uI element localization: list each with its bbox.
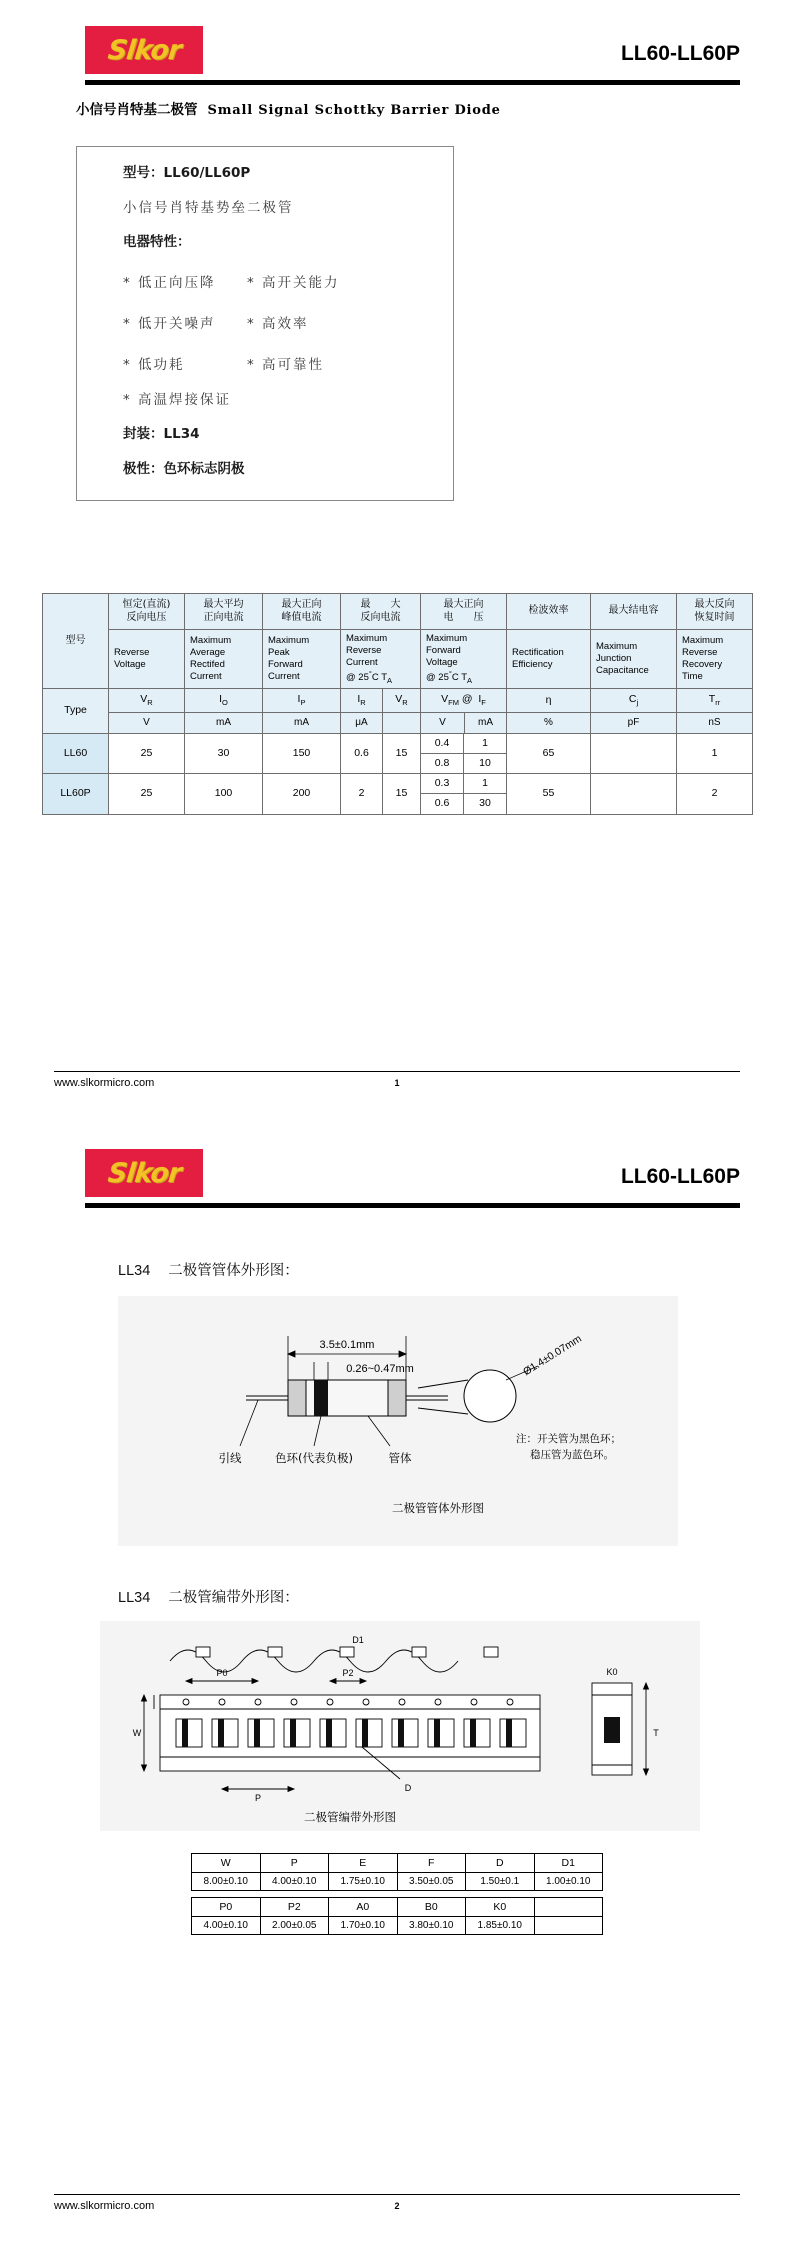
dim-value: 1.75±0.10: [329, 1873, 398, 1891]
cell-cj: [591, 774, 677, 814]
tape-label-p2: P2: [342, 1668, 354, 1678]
footer-url: www.slkormicro.com: [54, 2200, 155, 2212]
cell-ip: 200: [263, 774, 341, 814]
package-code: LL34: [118, 1590, 151, 1606]
dim-band-label: 0.26~0.47mm: [346, 1363, 414, 1375]
specification-table-wrapper: [42, 593, 752, 815]
cell-type: LL60P: [43, 774, 109, 814]
cell-vfm-v: 0.8: [421, 754, 464, 774]
dim-header: D1: [534, 1854, 603, 1873]
tape-drawing-caption: 二极管编带外形图: [304, 1810, 396, 1824]
footer-url: www.slkormicro.com: [54, 1077, 155, 1089]
tape-drawing-svg: [100, 1621, 700, 1831]
th-junction-cap-en: Maximum Junction Capacitance: [591, 630, 677, 689]
dim-value: 1.85±0.10: [466, 1917, 535, 1935]
sym-ip: $I_P$: [263, 689, 341, 712]
cell-vr: 25: [109, 734, 185, 774]
tape-label-t: T: [653, 1728, 659, 1738]
unit-vfm-i: mA: [465, 712, 507, 734]
page-title: LL60-LL60P: [620, 42, 740, 65]
page-footer: [54, 1071, 740, 1089]
th-rect-efficiency-cn: 检波效率: [507, 594, 591, 630]
feature-box: [76, 146, 454, 501]
dim-value-blank: [534, 1917, 603, 1935]
page-header: [0, 0, 794, 78]
table-row-header: [192, 1898, 603, 1917]
note-line-2: 稳压管为蓝色环。: [530, 1449, 614, 1461]
table-row-header: [192, 1854, 603, 1873]
dim-header: A0: [329, 1898, 398, 1917]
dim-value: 4.00±0.10: [260, 1873, 329, 1891]
table-row-header-en: [43, 630, 753, 689]
document-subtitle: [76, 98, 794, 118]
diode-body-svg: [118, 1296, 678, 1546]
label-body: 管体: [388, 1451, 412, 1465]
product-description: 小信号肖特基势垒二极管: [123, 199, 294, 216]
cell-trr: 1: [677, 734, 753, 774]
cell-vfm-v: 0.4: [421, 734, 464, 754]
table-row: [43, 734, 753, 774]
dimension-tables: [191, 1853, 603, 1935]
package-code: LL34: [118, 1263, 151, 1279]
cell-ir: 2: [341, 774, 383, 814]
dim-value: 3.80±0.10: [397, 1917, 466, 1935]
model-label: 型号：LL60/LL60P: [123, 165, 251, 181]
dimension-table-2: [191, 1897, 603, 1935]
header-divider: [85, 1203, 740, 1208]
dim-value: 1.70±0.10: [329, 1917, 398, 1935]
table-row: [192, 1917, 603, 1935]
feature-item: * 高温焊接保证: [123, 391, 232, 408]
package-label: 封装：LL34: [123, 426, 200, 442]
unit-trr: nS: [677, 712, 753, 734]
sym-io: $I_O$: [185, 689, 263, 712]
feature-item: * 高可靠性: [247, 356, 325, 373]
dim-header: E: [329, 1854, 398, 1873]
dim-header: K0: [466, 1898, 535, 1917]
tape-label-p: P: [254, 1793, 262, 1803]
dim-value: 8.00±0.10: [192, 1873, 261, 1891]
dim-header: D: [466, 1854, 535, 1873]
dim-value: 1.00±0.10: [534, 1873, 603, 1891]
feature-item: * 低功耗: [123, 356, 185, 373]
feature-row: [123, 312, 453, 332]
table-row: [43, 774, 753, 814]
cell-trr: 2: [677, 774, 753, 814]
cell-ir: 0.6: [341, 734, 383, 774]
sym-vfm: $V_{FM}$ @ $I_F$: [421, 689, 507, 712]
unit-ip: mA: [263, 712, 341, 734]
cell-ip: 150: [263, 734, 341, 774]
table-row-header-cn: [43, 594, 753, 630]
subtitle-en: Small Signal Schottky Barrier Diode: [207, 103, 501, 118]
th-avg-current-cn: 最大平均 正向电流: [185, 594, 263, 630]
th-type-cn: 型号: [43, 594, 109, 689]
dim-header: W: [192, 1854, 261, 1873]
logo-text: Slkor: [106, 1157, 182, 1189]
cell-io: 100: [185, 774, 263, 814]
page-footer: [54, 2194, 740, 2212]
drawing-caption: 二极管管体外形图: [392, 1501, 484, 1515]
th-peak-current-en: Maximum Peak Forward Current: [263, 630, 341, 689]
cell-eta: 65: [507, 734, 591, 774]
section-title-body-outline: [118, 1259, 794, 1280]
table-row-symbols: [43, 689, 753, 712]
dim-header-blank: [534, 1898, 603, 1917]
tape-drawing: [100, 1621, 700, 1831]
cell-vr2: 15: [383, 774, 421, 814]
sym-trr: $T_{rr}$: [677, 689, 753, 712]
unit-eta: %: [507, 712, 591, 734]
cell-vfm-group: [421, 774, 507, 814]
dim-value: 3.50±0.05: [397, 1873, 466, 1891]
th-forward-voltage-cn: 最大正向 电 压: [421, 594, 507, 630]
th-type-en: Type: [43, 689, 109, 734]
table-row: [192, 1873, 603, 1891]
polarity-label: 极性：色环标志阴极: [123, 460, 245, 477]
specification-table: [42, 593, 753, 815]
unit-vr: V: [109, 712, 185, 734]
label-color-band: 色环(代表负极): [275, 1451, 353, 1465]
th-forward-voltage-en: Maximum Forward Voltage @ 25°C $T_A$: [421, 630, 507, 689]
cell-vfm-v: 0.6: [421, 794, 464, 814]
cell-eta: 55: [507, 774, 591, 814]
unit-cj: pF: [591, 712, 677, 734]
th-junction-cap-cn: 最大结电容: [591, 594, 677, 630]
cell-vfm-i: 30: [464, 794, 507, 814]
feature-item: * 高开关能力: [247, 274, 340, 291]
th-recovery-time-cn: 最大反向 恢复时间: [677, 594, 753, 630]
th-reverse-voltage-cn: 恒定(直流) 反向电压: [109, 594, 185, 630]
cell-io: 30: [185, 734, 263, 774]
dim-header: P0: [192, 1898, 261, 1917]
cell-vfm-i: 1: [464, 734, 507, 754]
th-reverse-current-en: Maximum Reverse Current @ 25°C $T_A$: [341, 630, 421, 689]
cell-vfm-i: 10: [464, 754, 507, 774]
company-logo: [85, 1149, 203, 1197]
cell-vfm-group: [421, 734, 507, 774]
tape-label-d: D: [404, 1783, 412, 1793]
cell-vfm-i: 1: [464, 774, 507, 794]
dim-value: 2.00±0.05: [260, 1917, 329, 1935]
feature-row: [123, 271, 453, 291]
dim-header: P2: [260, 1898, 329, 1917]
th-reverse-current-cn: 最 大 反向电流: [341, 594, 421, 630]
dim-header: B0: [397, 1898, 466, 1917]
cell-cj: [591, 734, 677, 774]
table-row-units: [43, 712, 753, 734]
characteristics-label: 电器特性：: [123, 234, 191, 250]
feature-row: [123, 353, 453, 373]
dim-value: 4.00±0.10: [192, 1917, 261, 1935]
th-recovery-time-en: Maximum Reverse Recovery Time: [677, 630, 753, 689]
cell-type: LL60: [43, 734, 109, 774]
unit-ir: μA: [341, 712, 383, 734]
th-peak-current-cn: 最大正向 峰值电流: [263, 594, 341, 630]
page-number: 1: [394, 1078, 400, 1088]
sym-vr: $V_R$: [109, 689, 185, 712]
cell-vfm-v: 0.3: [421, 774, 464, 794]
sym-cj: $C_j$: [591, 689, 677, 712]
sym-eta: η: [507, 689, 591, 712]
page-2: [0, 1123, 794, 2246]
cell-vr: 25: [109, 774, 185, 814]
label-lead: 引线: [218, 1451, 242, 1465]
unit-vr2: [383, 712, 421, 734]
dim-header: F: [397, 1854, 466, 1873]
cell-vr2: 15: [383, 734, 421, 774]
th-reverse-voltage-en: Reverse Voltage: [109, 630, 185, 689]
dim-value: 1.50±0.1: [466, 1873, 535, 1891]
dim-header: P: [260, 1854, 329, 1873]
unit-io: mA: [185, 712, 263, 734]
dimension-table-1: [191, 1853, 603, 1891]
sym-vr2: $V_R$: [383, 689, 421, 712]
note-line-1: 注：开关管为黑色环；: [516, 1433, 621, 1445]
section-title-tape-outline: [118, 1586, 794, 1607]
diode-body-drawing: [118, 1296, 678, 1546]
th-rect-efficiency-en: Rectification Efficiency: [507, 630, 591, 689]
section-label: 二极管管体外形图：: [168, 1263, 299, 1279]
tape-label-d1: D1: [352, 1635, 364, 1645]
feature-item: * 高效率: [247, 315, 309, 332]
section-label: 二极管编带外形图：: [168, 1590, 299, 1606]
page-title: LL60-LL60P: [620, 1165, 740, 1188]
feature-item: * 低开关噪声: [123, 315, 216, 332]
tape-label-w: W: [132, 1728, 142, 1738]
company-logo: [85, 26, 203, 74]
header-divider: [85, 80, 740, 85]
page-number: 2: [394, 2201, 400, 2211]
th-avg-current-en: Maximum Average Rectifed Current: [185, 630, 263, 689]
logo-text: Slkor: [106, 34, 182, 66]
dim-length-label: 3.5±0.1mm: [319, 1339, 375, 1351]
tape-label-k0: K0: [606, 1667, 618, 1677]
dim-diameter-label: Ø1.4±0.07mm: [521, 1332, 584, 1379]
feature-item: * 低正向压降: [123, 274, 216, 291]
tape-label-p0: P0: [216, 1668, 228, 1678]
subtitle-cn: 小信号肖特基二极管: [76, 102, 198, 118]
page-header: [0, 1123, 794, 1201]
unit-vfm-v: V: [421, 712, 465, 734]
sym-ir: $I_R$: [341, 689, 383, 712]
